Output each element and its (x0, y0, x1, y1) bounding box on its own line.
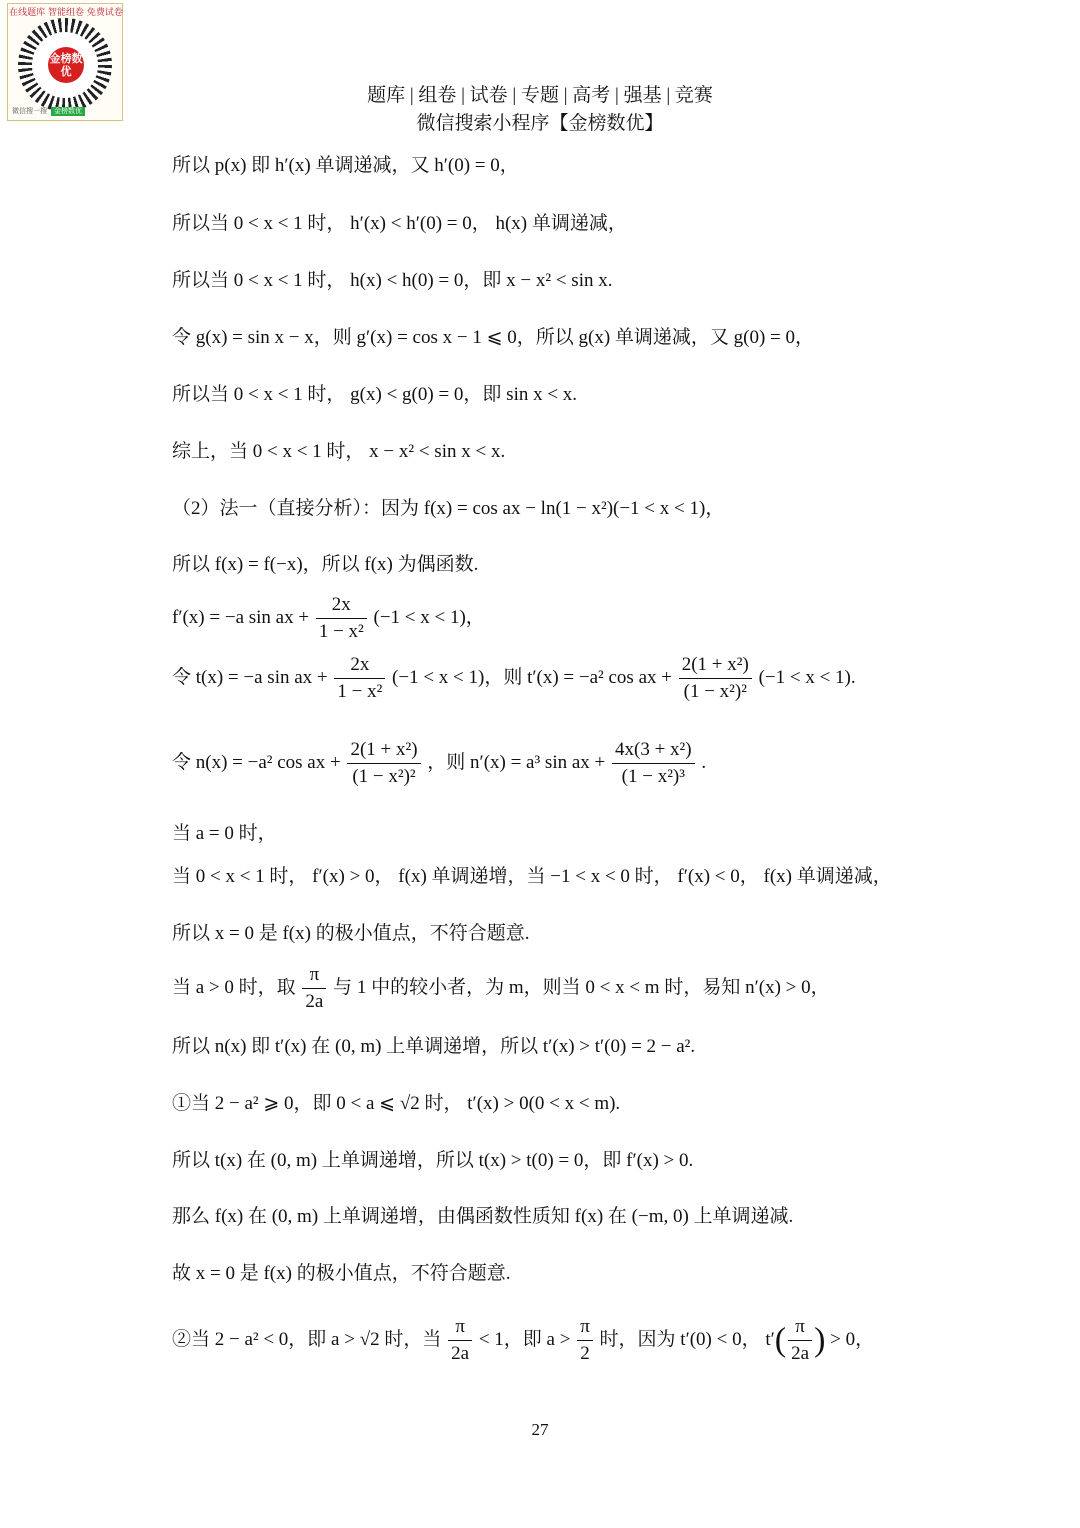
fraction-denominator: 1 − x² (318, 621, 364, 642)
formula-fprime (172, 592, 485, 645)
fraction-numerator: 2x (334, 652, 385, 679)
formula-post: 与 1 中的较小者，为 m，则当 0 < x < m 时，易知 n′(x) > 0， (333, 976, 830, 998)
fraction-denominator: 1 − x² (337, 681, 383, 702)
text-line: 当 0 < x < 1 时， f′(x) > 0， f(x) 单调递增，当 −1 < x < 0 时， f′(x) < 0， f(x) 单调递减， (172, 866, 892, 887)
text-line: 所以 f(x) = f(−x)，所以 f(x) 为偶函数. (172, 554, 479, 575)
text-line: （2）法一（直接分析）：因为 f(x) = cos ax − ln(1 − x²)(−1 < x < 1)， (172, 498, 725, 519)
header-subtitle: 微信搜索小程序【金榜数优】 (416, 113, 664, 134)
fraction (448, 1314, 472, 1367)
formula-pre: 当 a > 0 时，取 (172, 976, 296, 998)
formula-t-def (172, 652, 856, 705)
formula-pre: 令 n(x) = −a² cos ax + (172, 751, 341, 773)
fraction-denominator: 2a (791, 1343, 810, 1364)
formula-n-def (172, 737, 706, 790)
fraction-numerator: π (788, 1314, 812, 1341)
logo-arc-text: 在线题库 智能组卷 免费试卷 (9, 8, 123, 18)
text-line: 所以 n(x) 即 t′(x) 在 (0, m) 上单调递增，所以 t′(x) > t′(0) = 2 − a². (172, 1036, 696, 1057)
formula-mid: 时，因为 t′(0) < 0， t′ (599, 1328, 775, 1350)
text-line: 所以 x = 0 是 f(x) 的极小值点，不符合题意. (172, 923, 530, 944)
text-line: 所以 t(x) 在 (0, m) 上单调递增，所以 t(x) > t(0) = 0，即 f′(x) > 0. (172, 1150, 694, 1171)
fraction-numerator: 2(1 + x²) (347, 737, 420, 764)
fraction-denominator: 2a (305, 991, 324, 1012)
formula-post: . (701, 751, 707, 773)
formula-pre: ②当 2 − a² < 0，即 a > √2 时，当 (172, 1328, 442, 1350)
fraction-numerator: π (302, 962, 326, 989)
fraction (788, 1314, 812, 1367)
fraction (679, 652, 752, 705)
fraction-numerator: π (448, 1314, 472, 1341)
logo-center-badge: 金榜数优 (48, 47, 84, 83)
text-line: 综上，当 0 < x < 1 时， x − x² < sin x < x. (172, 441, 506, 462)
text-line: 所以 p(x) 即 h′(x) 单调递减，又 h′(0) = 0， (172, 155, 519, 176)
logo-bottom-badge: 金榜数优 (51, 107, 85, 116)
fraction-numerator: π (577, 1314, 593, 1341)
fraction (347, 737, 420, 790)
text-line: 所以当 0 < x < 1 时， g(x) < g(0) = 0，即 sin x < x. (172, 384, 578, 405)
left-paren: ( (774, 1321, 787, 1359)
header-nav: 题库 | 组卷 | 试卷 | 专题 | 高考 | 强基 | 竞赛 (367, 85, 713, 106)
fraction-denominator: 2a (451, 1343, 470, 1364)
formula-mid: (−1 < x < 1)，则 t′(x) = −a² cos ax + (392, 666, 672, 688)
formula-pre: f′(x) = −a sin ax + (172, 606, 310, 628)
formula-pre: 令 t(x) = −a sin ax + (172, 666, 328, 688)
fraction (302, 962, 326, 1015)
fraction-denominator: (1 − x²)³ (621, 766, 685, 787)
fraction-denominator: (1 − x²)² (683, 681, 747, 702)
formula-case-2 (172, 1314, 874, 1367)
page-number: 27 (531, 1420, 549, 1439)
logo-bottom-text: 微信搜一搜 (12, 107, 47, 115)
formula-post: (−1 < x < 1). (758, 666, 856, 688)
fraction (612, 737, 695, 790)
text-line: 当 a = 0 时， (172, 823, 277, 844)
formula-a-positive (172, 962, 830, 1015)
text-line: ①当 2 − a² ⩾ 0，即 0 < a ⩽ √2 时， t′(x) > 0(0 < x < m). (172, 1093, 621, 1114)
fraction-denominator: (1 − x²)² (352, 766, 416, 787)
text-line: 所以当 0 < x < 1 时， h(x) < h(0) = 0，即 x − x² < sin x. (172, 270, 613, 291)
formula-post: > 0， (830, 1328, 875, 1350)
fraction-denominator: 2 (580, 1343, 590, 1364)
fraction (334, 652, 385, 705)
text-line: 令 g(x) = sin x − x，则 g′(x) = cos x − 1 ⩽ 0，所以 g(x) 单调递减，又 g(0) = 0， (172, 327, 815, 348)
fraction-numerator: 2x (316, 592, 367, 619)
text-line: 故 x = 0 是 f(x) 的极小值点，不符合题意. (172, 1263, 511, 1284)
fraction (316, 592, 367, 645)
fraction (577, 1314, 593, 1367)
text-line: 那么 f(x) 在 (0, m) 上单调递增，由偶函数性质知 f(x) 在 (−m, 0) 上单调递减. (172, 1206, 794, 1227)
formula-mid: < 1，即 a > (478, 1328, 571, 1350)
fraction-numerator: 4x(3 + x²) (612, 737, 695, 764)
text-line: 所以当 0 < x < 1 时， h′(x) < h′(0) = 0， h(x) 单调递减， (172, 213, 627, 234)
fraction-numerator: 2(1 + x²) (679, 652, 752, 679)
right-paren: ) (814, 1321, 826, 1359)
formula-mid: ，则 n′(x) = a³ sin ax + (427, 751, 606, 773)
formula-post: (−1 < x < 1)， (373, 606, 485, 628)
